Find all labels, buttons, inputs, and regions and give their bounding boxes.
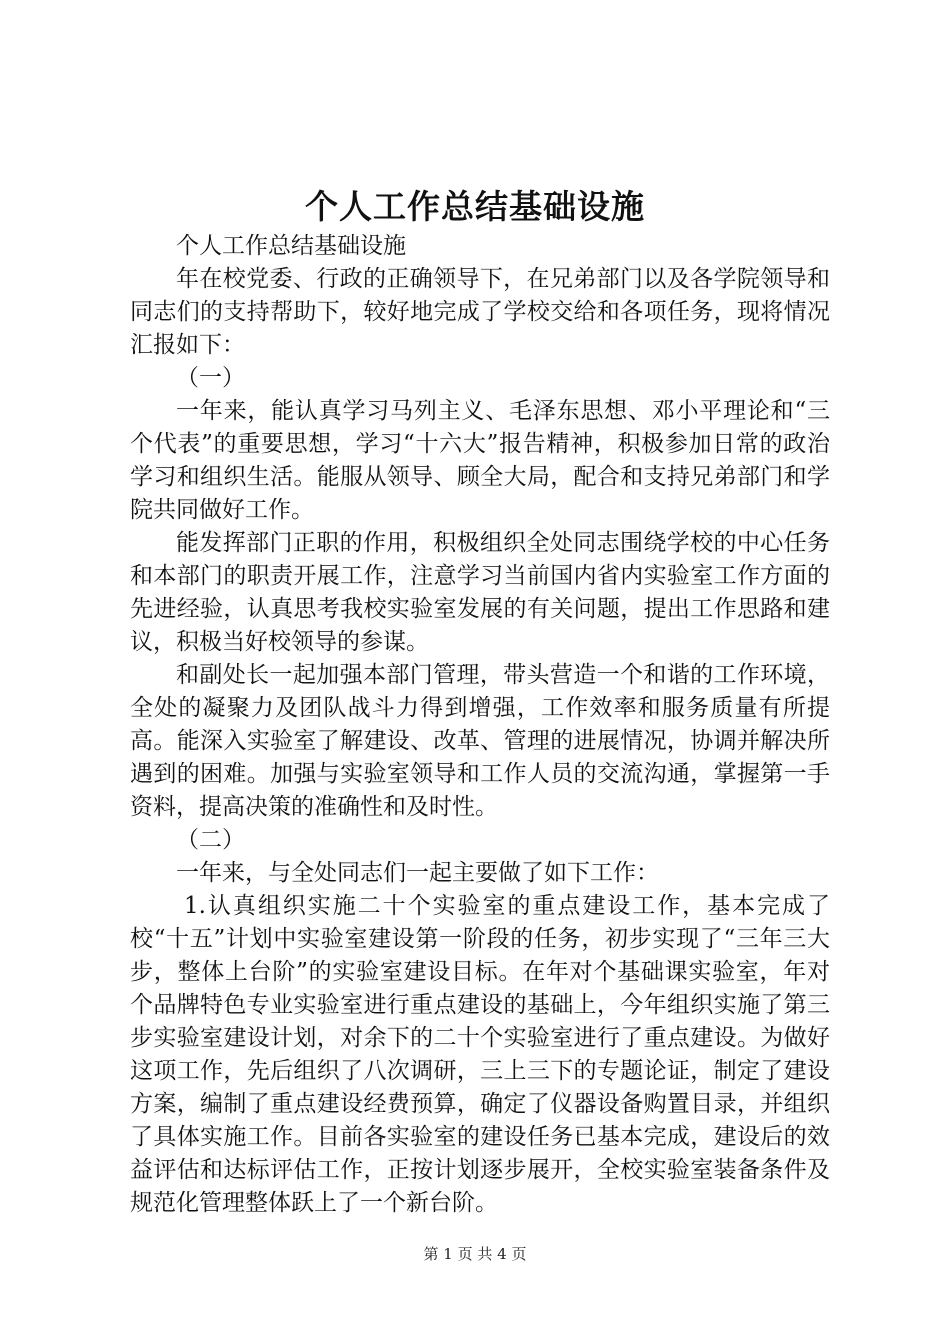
- body-paragraph: 一年来，与全处同志们一起主要做了如下工作：: [176, 860, 659, 886]
- document-body: [130, 230, 830, 1220]
- section-heading: （二）: [176, 827, 245, 853]
- body-paragraph: 个人工作总结基础设施: [176, 233, 406, 259]
- body-paragraph: 一年来，能认真学习马列主义、毛泽东思想、邓小平理论和“三个代表”的重要思想，学习“十六大”报告精神，积极参加日常的政治学习和组织生活。能服从领导、顾全大局，配合和支持兄弟部门和学院共同做好工作。: [130, 398, 830, 523]
- numbered-paragraph: 1.认真组织实施二十个实验室的重点建设工作，基本完成了校“十五”计划中实验室建设第一阶段的任务，初步实现了“三年三大步，整体上台阶”的实验室建设目标。在年对个基础课实验室，年对个品牌特色专业实验室进行重点建设的基础上，今年组织实施了第三步实验室建设计划，对余下的二十个实验室进行了重点建设。为做好这项工作，先后组织了八次调研，三上三下的专题论证，制定了建设方案，编制了重点建设经费预算，确定了仪器设备购置目录，并组织了具体实施工作。目前各实验室的建设任务已基本完成，建设后的效益评估和达标评估工作，正按计划逐步展开，全校实验室装备条件及规范化管理整体跃上了一个新台阶。: [130, 893, 830, 1216]
- body-paragraph: 和副处长一起加强本部门管理，带头营造一个和谐的工作环境，全处的凝聚力及团队战斗力得到增强，工作效率和服务质量有所提高。能深入实验室了解建设、改革、管理的进展情况，协调并解决所遇到的困难。加强与实验室领导和工作人员的交流沟通，掌握第一手资料，提高决策的准确性和及时性。: [130, 662, 830, 820]
- section-heading: （一）: [176, 365, 245, 391]
- body-paragraph: 年在校党委、行政的正确领导下，在兄弟部门以及各学院领导和同志们的支持帮助下，较好地完成了学校交给和各项任务，现将情况汇报如下：: [130, 266, 830, 358]
- body-paragraph: 能发挥部门正职的作用，积极组织全处同志围绕学校的中心任务和本部门的职责开展工作，注意学习当前国内省内实验室工作方面的先进经验，认真思考我校实验室发展的有关问题，提出工作思路和建议，积极当好校领导的参谋。: [130, 530, 830, 655]
- document-title: 个人工作总结基础设施: [305, 187, 645, 226]
- page-number-footer: 第 1 页 共 4 页: [423, 1245, 527, 1263]
